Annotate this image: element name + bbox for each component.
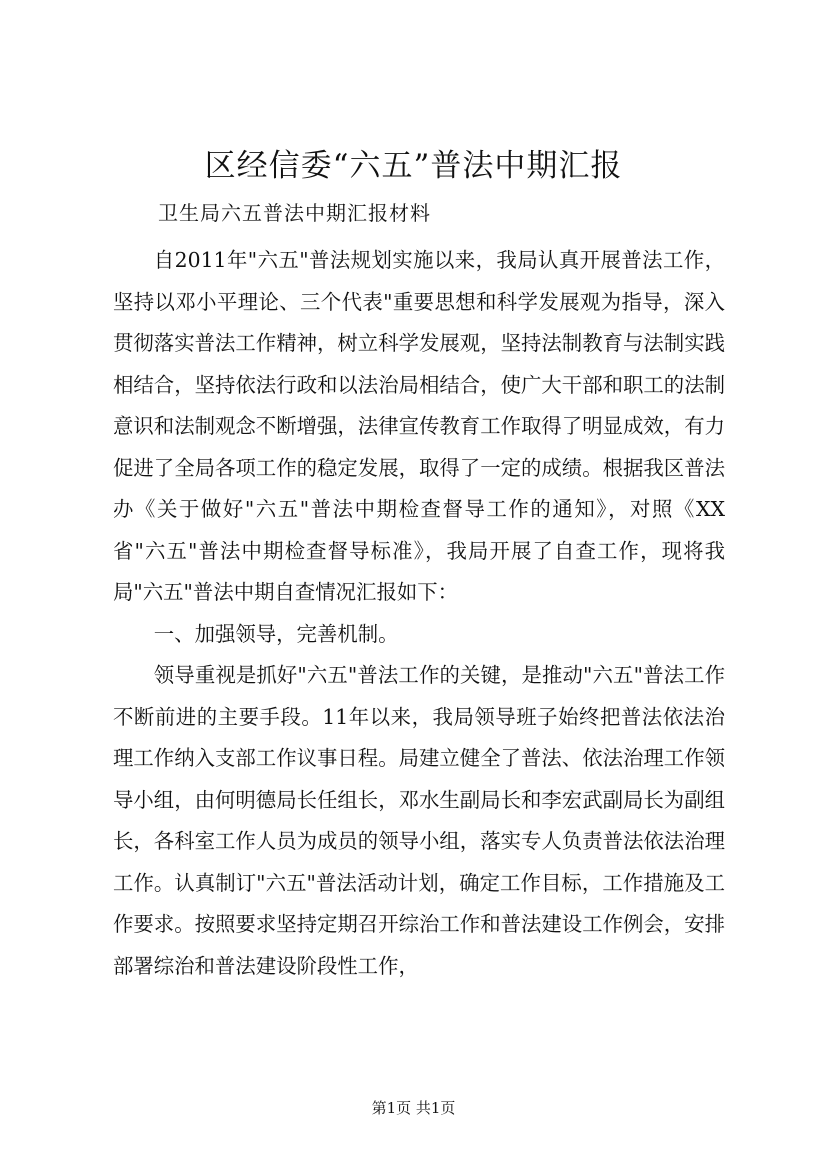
document-subtitle: 卫生局六五普法中期汇报材料 — [158, 201, 431, 225]
body-paragraph-leadership: 领导重视是抓好"六五"普法工作的关键，是推动"六五"普法工作不断前进的主要手段。11年以来，我局领导班子始终把普法依法治理工作纳入支部工作议事日程。局建立健全了普法、依法治理工作领导小组，由何明德局长任组长，邓水生副局长和李宏武副局长为副组长，各科室工作人员为成员的领导小组，落实专人负责普法依法治理工作。认真制订"六五"普法活动计划，确定工作目标，工作措施及工作要求。按照要求坚持定期召开综治工作和普法建设工作例会，安排部署综治和普法建设阶段性工作， — [113, 663, 725, 978]
page-number-footer: 第1页 共1页 — [371, 1099, 456, 1117]
document-body — [113, 240, 725, 987]
section-heading-1: 一、加强领导，完善机制。 — [153, 621, 399, 646]
body-paragraph-intro: 自2011年"六五"普法规划实施以来，我局认真开展普法工作，坚持以邓小平理论、三个代表"重要思想和科学发展观为指导，深入贯彻落实普法工作精神，树立科学发展观，坚持法制教育与法制实践相结合，坚持依法行政和以法治局相结合，使广大干部和职工的法制意识和法制观念不断增强，法律宣传教育工作取得了明显成效，有力促进了全局各项工作的稳定发展，取得了一定的成绩。根据我区普法办《关于做好"六五"普法中期检查督导工作的通知》，对照《XX省"六五"普法中期检查督导标准》，我局开展了自查工作，现将我局"六五"普法中期自查情况汇报如下： — [113, 248, 725, 604]
document-title: 区经信委“六五”普法中期汇报 — [204, 148, 623, 184]
